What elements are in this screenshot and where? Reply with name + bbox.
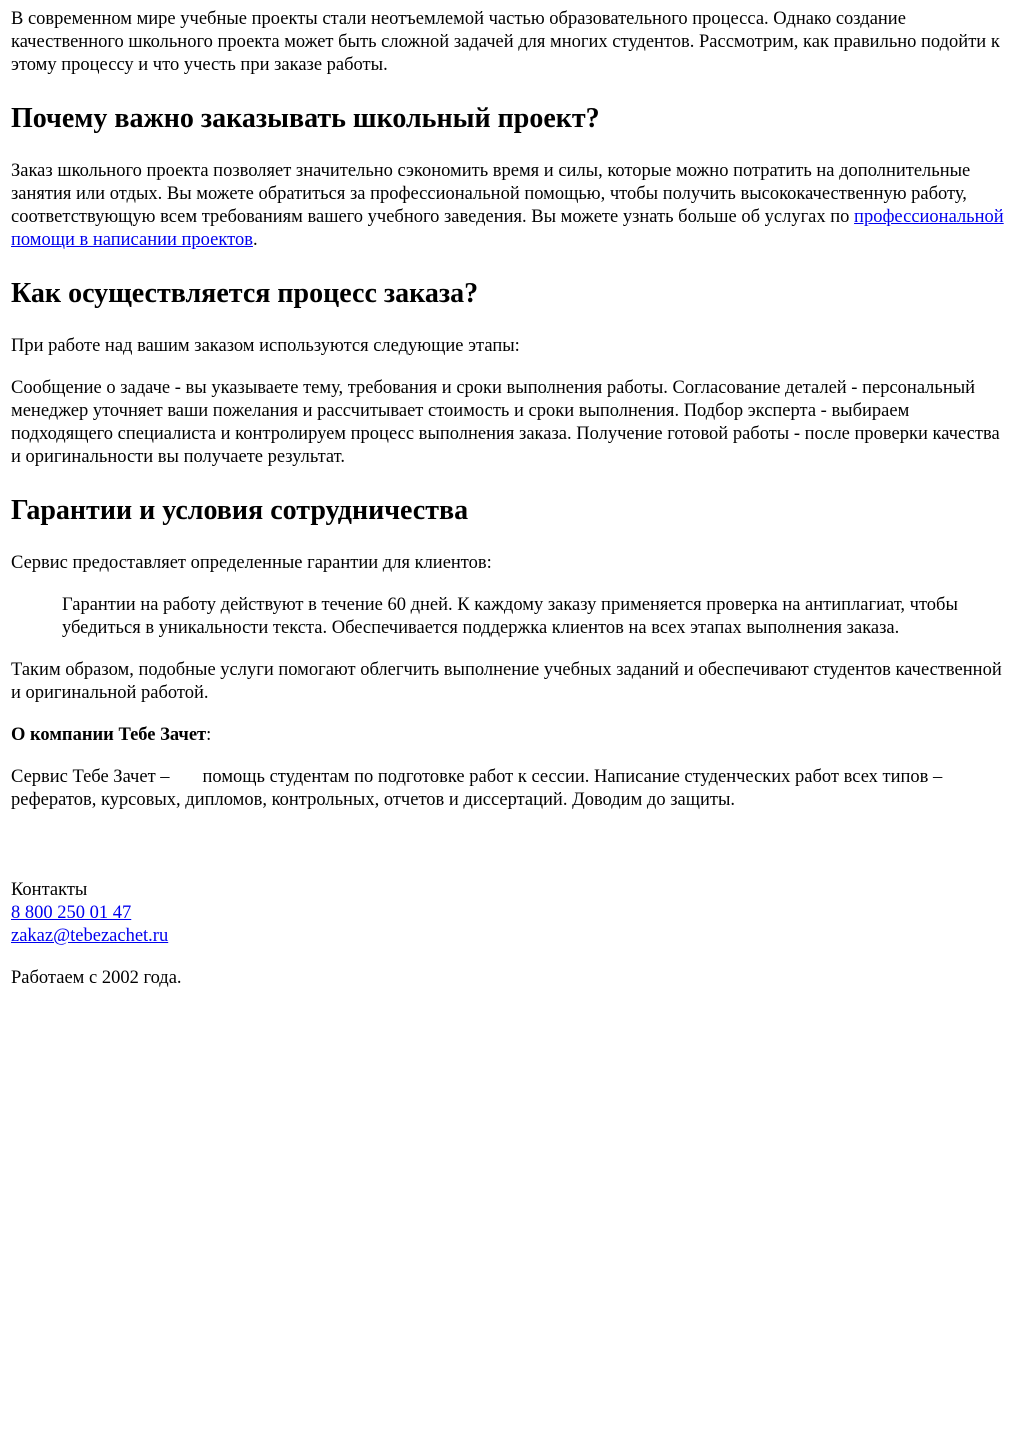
heading-guarantees: Гарантии и условия сотрудничества: [11, 495, 469, 526]
phone-link[interactable]: 8 800 250 01 47: [11, 903, 132, 923]
company-description: [11, 766, 1013, 812]
email-link[interactable]: zakaz@tebezachet.ru: [11, 926, 169, 946]
why-order-text-end: .: [252, 230, 258, 250]
why-order-paragraph: [11, 160, 1013, 252]
guarantees-lead: Сервис предоставляет определенные гарантии для клиентов:: [11, 553, 492, 573]
guarantees-quote: Гарантии на работу действуют в течение 60 дней. К каждому заказу применяется проверка на антиплагиат, чтобы убедиться в уникальности текста. Обеспечивается поддержка клиентов на всех этапах выполнения заказа.: [62, 595, 958, 638]
company-heading: [11, 724, 1013, 747]
contacts-label: Контакты: [11, 880, 88, 900]
intro-paragraph: В современном мире учебные проекты стали неотъемлемой частью образовательного процесса. Однако создание качественного школьного проекта может быть сложной задачей для многих студентов. Рассмотрим, как правильно подойти к этому процессу и что учесть при заказе работы.: [11, 9, 1000, 75]
conclusion-paragraph: Таким образом, подобные услуги помогают облегчить выполнение учебных заданий и обеспечивают студентов качественной и оригинальной работой.: [11, 660, 1002, 703]
company-title: О компании Тебе Зачет: [11, 725, 207, 745]
company-title-colon: :: [206, 725, 212, 745]
process-lead: При работе над вашим заказом используются следующие этапы:: [11, 336, 520, 356]
heading-why-order: Почему важно заказывать школьный проект?: [11, 103, 600, 134]
company-description-rest: помощь студентам по подготовке работ к сессии. Написание студенческих работ всех типов – рефератов, курсовых, дипломов, контрольных, отчетов и диссертаций. Доводим до защиты.: [11, 767, 943, 810]
heading-order-process: Как осуществляется процесс заказа?: [11, 278, 479, 309]
company-description-start: Сервис Тебе Зачет –: [11, 767, 170, 787]
process-steps: Сообщение о задаче - вы указываете тему, требования и сроки выполнения работы. Согласование деталей - персональный менеджер уточняет ваши пожелания и рассчитывает стоимость и сроки выполнения. Подбор эксперта - выбираем подходящего специалиста и контролируем процесс выполнения заказа. Получение готовой работы - после проверки качества и оригинальности вы получаете результат.: [11, 378, 1000, 467]
why-order-text: Заказ школьного проекта позволяет значительно сэкономить время и силы, которые можно потратить на дополнительные занятия или отдых. Вы можете обратиться за профессиональной помощью, чтобы получить высококачественную работу, соответствующую всем требованиям вашего учебного заведения. Вы можете узнать больше об услугах по: [11, 161, 971, 227]
professional-help-link[interactable]: профессиональной помощи в написании проектов: [11, 207, 1004, 250]
contacts-block: [11, 879, 1013, 948]
footer-note: Работаем с 2002 года.: [11, 968, 182, 988]
